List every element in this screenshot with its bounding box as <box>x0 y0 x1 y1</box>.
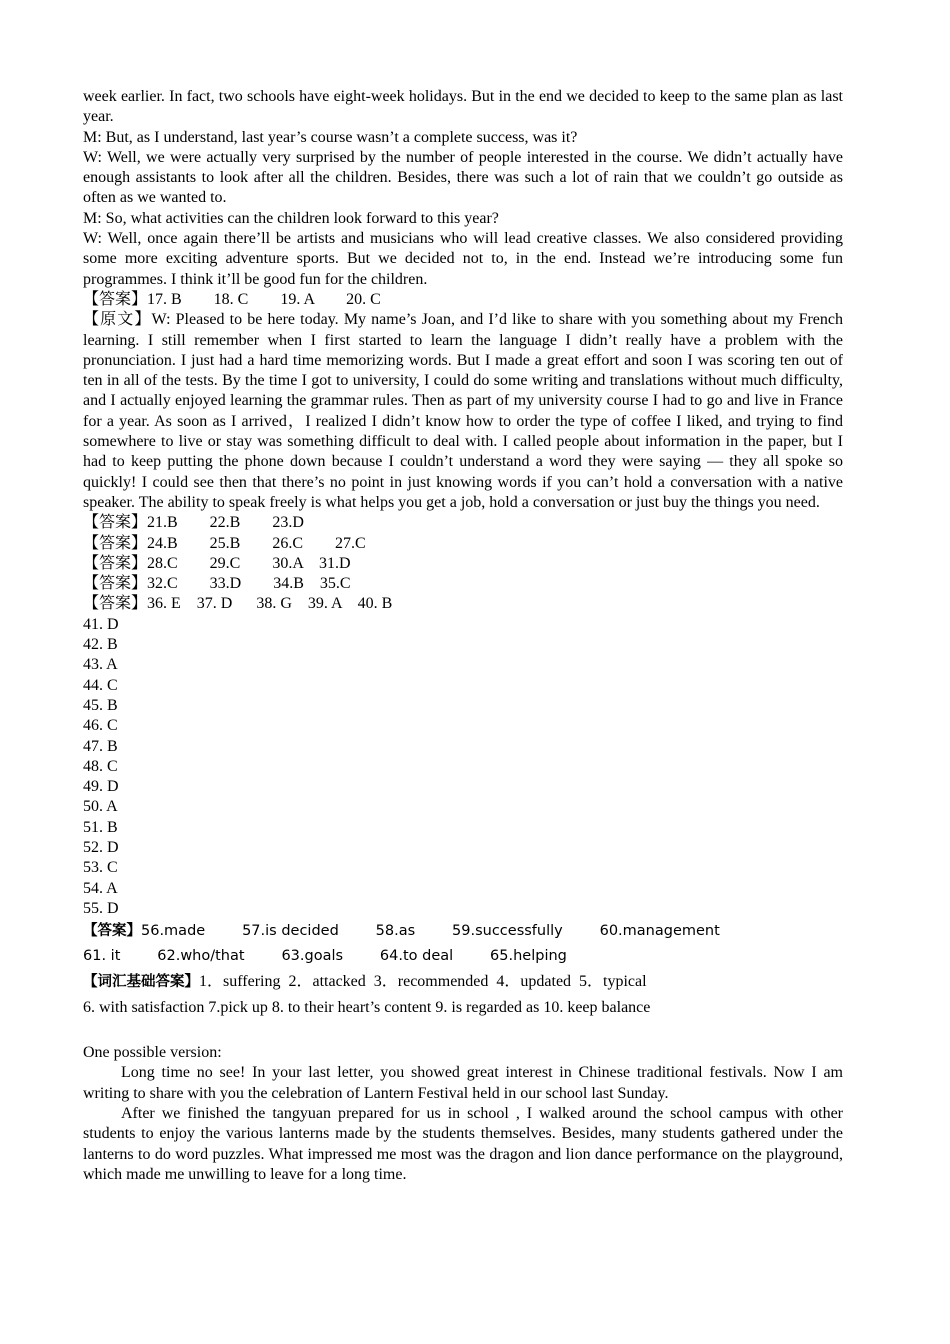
dialogue-line: W: Well, once again there’ll be artists and musicians who will lead creative classes. We also considered providing some more exciting adventure sports. But we decided not to, in the end. Instead we’re introducing some fun programmes. I think it’ll be good fun for the children. <box>83 230 847 288</box>
cloze-answer: 49. D <box>83 778 119 796</box>
answer-key-32-35: 【答案】32.C 33.D 34.B 35.C <box>83 575 351 593</box>
vocab-answer-label: 【词汇基础答案】 <box>83 974 199 991</box>
essay-paragraph: After we finished the tangyuan prepared for us in school , I walked around the school campus with other students to enjoy the various lanterns made by the students themselves. Besides, many students gathered under the lanterns to do word puzzles. What impressed me most was the dragon and lion dance performance on the playground, which made me unwilling to leave for a long time. <box>83 1105 847 1183</box>
grammar-answer-label: 【答案】 <box>83 923 141 940</box>
vocab-answer-row-2 <box>83 995 843 1021</box>
document-page <box>83 87 848 1185</box>
cloze-answer-list <box>83 615 843 919</box>
grammar-answer-values: 56.made 57.is decided 58.as 59.successfully 60.management <box>141 923 720 940</box>
cloze-answer: 50. A <box>83 798 118 816</box>
answer-key-24-27: 【答案】24.B 25.B 26.C 27.C <box>83 534 366 552</box>
essay-heading: One possible version: <box>83 1044 222 1062</box>
dialogue-line: M: But, as I understand, last year’s course wasn’t a complete success, was it? <box>83 128 578 146</box>
cloze-answer: 42. B <box>83 636 118 654</box>
cloze-answer: 48. C <box>83 757 118 775</box>
dialogue-line: W: Well, we were actually very surprised by the number of people interested in the course. We didn’t actually have enough assistants to look after all the children. Besides, there was such a lot of rain that we couldn’t go outside as often as we wanted to. <box>83 148 847 207</box>
dialogue-line: M: So, what activities can the children look forward to this year? <box>83 209 499 227</box>
vocab-answer-values-2: 6. with satisfaction 7.pick up 8. to their heart’s content 9. is regarded as 10. keep balance <box>83 999 651 1017</box>
section-gap <box>83 1021 843 1043</box>
cloze-answer: 55. D <box>83 899 119 917</box>
cloze-answer: 44. C <box>83 676 118 694</box>
cloze-answer: 43. A <box>83 656 118 674</box>
listening-transcript: 【原文】W: Pleased to be here today. My name’s Joan, and I’d like to share with you something about my French learning. I still remember when I first started to learn the language I didn’t really have a problem with the pronunciation. I just had a hard time memorizing words. But I made a great effort and soon I was scoring ten out of ten in all of the tests. By the time I got to university, I could do some writing and translations without much difficulty, and I actually enjoyed learning the grammar rules. Then as part of my university course I had to go and live in France for a year. As soon as I arrived，I realized I didn’t know how to order the type of coffee I liked, and trying to find somewhere to live or stay was something difficult to deal with. I called people about information in the paper, but I had to keep putting the phone down because I couldn’t understand a word they were saying — they all spoke so quickly! I could see then that there’s no point in just knowing words if you can’t hold a conversation with a native speaker. The ability to speak freely is what helps you get a job, hold a conversation or just buy the things you need. <box>83 311 848 511</box>
cloze-answer: 46. C <box>83 717 118 735</box>
answer-key-36-40: 【答案】36. E 37. D 38. G 39. A 40. B <box>83 595 393 613</box>
cloze-answer: 54. A <box>83 879 118 897</box>
answer-key-28-31: 【答案】28.C 29.C 30.A 31.D <box>83 554 351 572</box>
answer-key-17-20: 【答案】17. B 18. C 19. A 20. C <box>83 290 381 308</box>
essay-paragraph: Long time no see! In your last letter, you showed great interest in Chinese traditional festivals. Now I am writing to share with you the celebration of Lantern Festival held in our school last Sunday. <box>83 1064 847 1102</box>
dialogue-line: week earlier. In fact, two schools have eight-week holidays. But in the end we decided to keep to the same plan as last year. <box>83 88 847 126</box>
cloze-answer: 45. B <box>83 696 118 714</box>
grammar-answer-row-2: 61. it 62.who/that 63.goals 64.to deal 65.helping <box>83 948 567 965</box>
cloze-answer: 41. D <box>83 615 119 633</box>
cloze-answer: 47. B <box>83 737 118 755</box>
vocab-answer-values: 1．suffering 2．attacked 3．recommended 4．updated 5．typical <box>199 973 647 991</box>
vocab-answer-row-1 <box>83 969 843 995</box>
cloze-answer: 52. D <box>83 838 119 856</box>
cloze-answer: 53. C <box>83 859 118 877</box>
answer-key-21-23: 【答案】21.B 22.B 23.D <box>83 514 304 532</box>
grammar-answer-row-1 <box>83 919 843 944</box>
cloze-answer: 51. B <box>83 818 118 836</box>
